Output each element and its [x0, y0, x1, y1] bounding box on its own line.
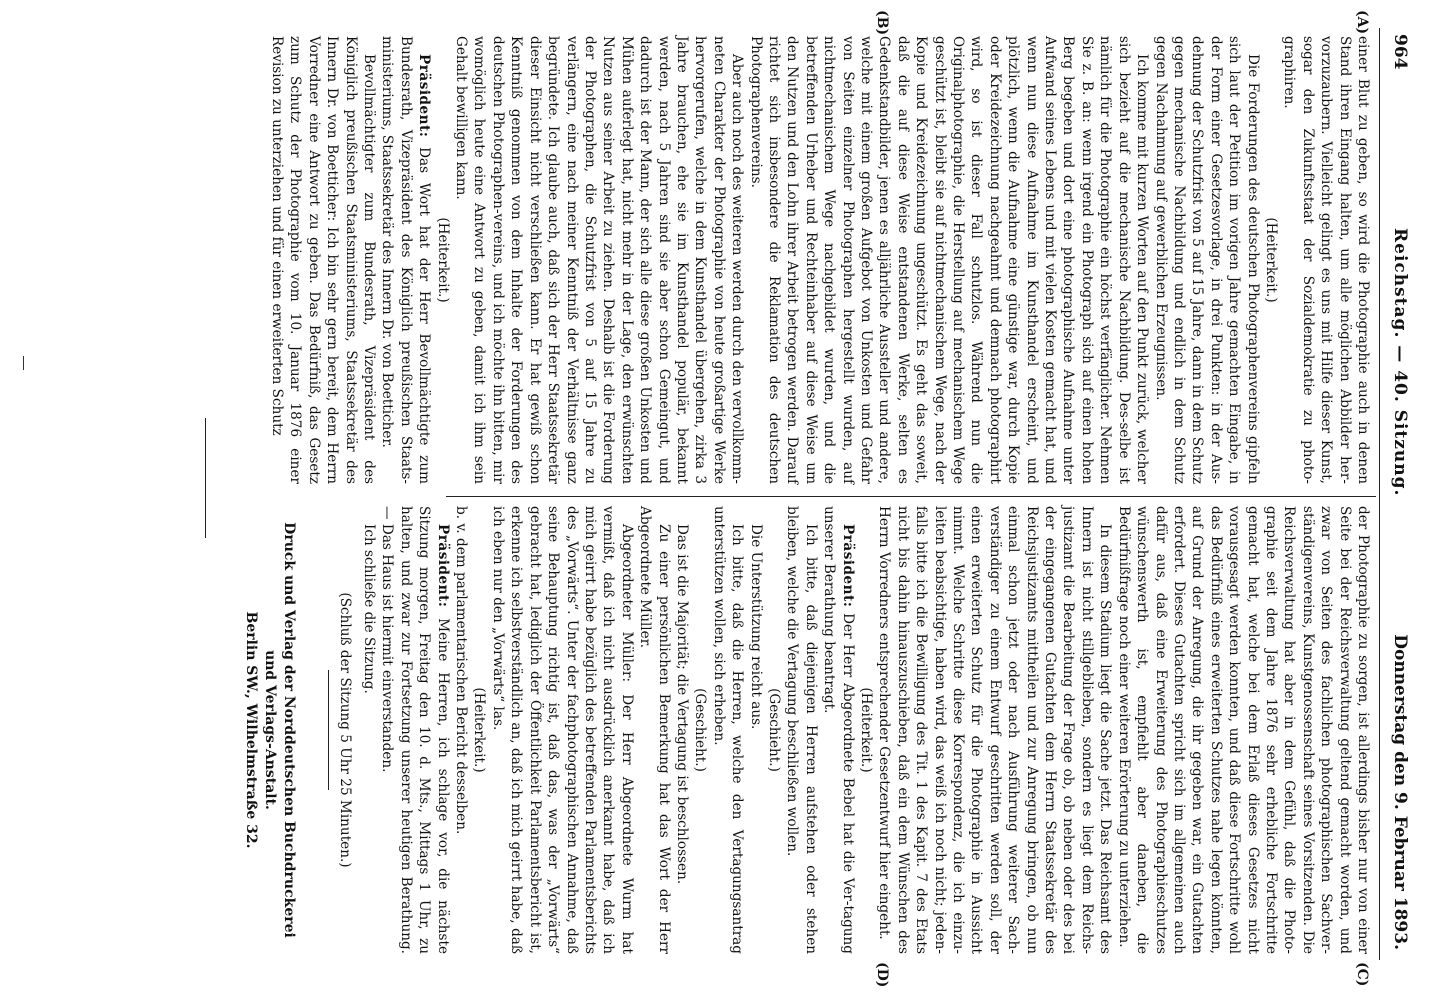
scan-tick: [23, 356, 24, 370]
speech-text: Meine Herren, ich schlage vor, die nächste Sitzung morgen, Freitag den 10. d. Mts., Mittags 1 Uhr, zu halten, und zwar zur Fortsetzung unserer heutigen Berathung. — Das Haus ist hiermit einverstanden.: [379, 506, 451, 954]
right-column: [241, 506, 1372, 954]
paragraph: Die Forderungen des deutschen Photographenvereins gipfeln sich laut der Petition im vorigen Jahre gemachten Eingabe, in der Form einer Gesetzesvorlage, in drei Punkten: in der Aus-dehnung der Schutzfrist von 5 auf 15 Jahre, dann in dem Schutz gegen mechanische Nachbildung und endlich in dem Schutz gegen Nachahmung auf gewerblichen Erzeugnissen.: [1152, 36, 1261, 484]
header-rule: [1379, 28, 1380, 960]
margin-mark-a: (A): [1354, 10, 1370, 35]
paragraph: Ich bitte, daß die Herren, welche den Vertagungsantrag unterstützen wollen, sich erheben.: [710, 506, 746, 954]
paragraph: Aber auch noch des weiteren werden durch den vervollkomm-neten Charakter der Photographie von heute großartige Werke hervorgerufen, welche in dem Kunsthandel übergehen, zirka 3 Jahre brauchen, ehe sie im Kunsthandel populär, bekannt werden, nach 5 Jahren sind sie aber schon Gemeingut, und dadurch ist der Mann, der sich alle diese großen Unkosten und Mühen auferlegt hat, nicht mehr in der Lage, den erwünschten Nutzen aus seiner Arbeit zu ziehen. Deshalb ist die Forderung der Photographen, die Schutzfrist von 5 auf 15 Jahre zu verlängern, eine nach meiner Kenntniß der Verhältnisse ganz begründete. Ich glaube auch, daß sich der Herr Staatssekretär dieser Einsicht nicht verschließen kann. Er hat gewiß schon Kenntniß genommen von dem Inhalte der Forderungen des deutschen Photographen-vereins, und ich möchte ihn bitten, mir womöglich heute eine Antwort zu geben, damit ich ihm sein Gehalt bewilligen kann.: [453, 36, 746, 484]
speech-paragraph: [378, 506, 452, 954]
paragraph: Abgeordneter Müller: Der Herr Abgeordnete Wurm hat vermißt, daß ich nicht ausdrücklich anerkannt habe, daß ich mich geirrt habe bezüglich des betreffenden Parlamentsberichts des „Vorwärts“. Unter der fachphotographischen Annahme, daß seine Behauptung richtig ist, daß das, was der „Vorwärts“ gebracht hat, lediglich der Öffentlichkeit Parlamentsbericht ist, erkenne ich selbstverständlich an, daß ich mich geirrt habe, daß ich eben nur den „Vorwärts“ las.: [489, 506, 635, 954]
paragraph: b. v. dem parlamentarischen Bericht desselben.: [453, 506, 470, 835]
paragraph: In diesem Stadium liegt die Sache jetzt. Das Reichsamt des Innern ist nicht stillgeblieben, sondern es liegt dem Reichs-justizamt die Bearbeitung der Frage ob, ob neben oder des bei der eingegangenen Gutachten dem Herrn Staatssekretär des Reichsjustizamts mittheilen und zur Anregung bringen, ob nun einmal schon jetzt oder nach Ausführung weiterer Sach-verständiger zu einem Entwurf geschritten werden soll, der einen erweiterten Schutz für die Photographie in Aussicht nimmt. Welche Schritte diese Korrespondenz, die ich einzu-leiten beabsichtige, haben wird, das weiß ich noch nicht; jeden-falls bitte ich die Bewilligung des Tit. 1 des Kapit. 7 des Etats nicht bis dahin hinauszuschieben, daß ein dem Wünschen des Herrn Vorredners entsprechender Gesetzentwurf hier eingeht.: [876, 506, 1114, 954]
paragraph: Ich schließe die Sitzung.: [361, 524, 378, 694]
speaker-label: Präsident:: [434, 524, 451, 608]
margin-mark-d: (D): [874, 962, 890, 988]
left-column: [268, 36, 1372, 484]
closing-rule: [328, 670, 329, 790]
paragraph: Das ist die Majorität; die Vertagung ist beschlossen.: [673, 524, 690, 885]
speech-text: Das Wort hat der Herr Bevollmächtigte zum Bundesrath, Vizepräsident des Königlich preußischen Staats-ministeriums, Staatssekretär des Innern Dr. von Boetticher.: [379, 36, 433, 484]
page-end-rule: [205, 418, 206, 538]
paragraph: Zu einer persönlichen Bemerkung hat das Wort der Herr Abgeordnete Müller.: [637, 506, 672, 954]
page-number: 964: [1390, 34, 1410, 70]
session-title: Reichstag. — 40. Sitzung.: [1390, 228, 1410, 497]
speaker-label: Präsident:: [416, 54, 433, 138]
paragraph: Die Unterstützung reicht aus.: [747, 524, 764, 730]
speaker-label: Präsident:: [839, 524, 856, 608]
reaction: (Heiterkeit.): [858, 687, 875, 773]
speech-paragraph: [820, 506, 857, 954]
speech-text: Der Herr Abgeordnete Bebel hat die Ver-tagung unserer Berathung beantragt.: [821, 506, 856, 955]
running-header: [1382, 28, 1410, 960]
margin-mark-b: (B): [874, 10, 890, 36]
paragraph: Ich bitte, daß diejenigen Herren aufstehen oder stehen bleiben, welche die Vertagung beschließen wollen.: [784, 506, 819, 954]
reaction: (Heiterkeit.): [471, 687, 488, 773]
paragraph: Bevollmächtigter zum Bundesrath, Vizepräsident des Königlich preußischen Staatsministeriums, Staatssekretär des Innern Dr. von Boetticher: Ich bin sehr gern bereit, dem Herrn Vorredner eine Antwort zu geben. Das Bedürfniß, das Gesetz zum Schutz der Photographie vom 10. Januar 1876 einer Revision zu unterziehen und für einen erweiterten Schutz: [269, 36, 378, 484]
reaction: (Geschieht.): [766, 688, 782, 772]
reaction: (Geschieht.): [692, 688, 709, 772]
margin-mark-c: (C): [1354, 962, 1370, 987]
printer-line: Druck und Verlag der Norddeutschen Buchdruckerei und Verlags-Anstalt.: [262, 522, 298, 938]
session-date: Donnerstag den 9. Februar 1893.: [1390, 634, 1410, 950]
reaction: (Heiterkeit.): [1262, 217, 1279, 303]
reaction: (Heiterkeit.): [434, 217, 451, 303]
speech-paragraph: [378, 36, 433, 484]
session-close: (Schluß der Sitzung 5 Uhr 25 Minuten.): [336, 592, 353, 868]
column-divider: [446, 496, 1376, 497]
printer-line: Berlin SW., Wilhelmstraße 32.: [243, 611, 260, 849]
paragraph: einer Blut zu geben, so wird die Photographie auch in denen Stand ihren Eingang halten, um alle möglichen Abbilder her-vorzuzaubern. Vielleicht gelingt es uns mit Hilfe dieser Kunst, sogar den Zukunftsstaat der Sozialdemokratie zu photo-graphiren.: [1281, 36, 1371, 484]
printer-imprint: [241, 506, 298, 954]
paragraph: Ich komme mit kurzen Worten auf den Punkt zurück, welcher sich bezieht auf die mechanische Nachbildung. Des-selbe ist nämlich für die Photographie ein höchst verfänglicher. Nehmen Sie z. B. an: wenn irgend ein Photograph sich auf einen hohen Berg begeben und dort eine photographische Aufnahme unter Aufwand seines Lebens und mit vielen Kosten gemacht hat, und wenn nun diese Aufnahme im Kunsthandel erscheint, und plötzlich, wenn die Aufnahme eine günstige war, durch Kopie oder Kreidezeichnung nachgeahmt und demnach photographirt wird, so ist dieser Fall schutzlos. Während nun die Originalphotographie, die Herstellung auf mechanischem Wege geschützt ist, bleibt sie auf nichtmechanischem Wege, nach der Kopie und Kreidezeichnung ungeschützt. Es geht das soweit, daß die auf diese Weise entstandenen Werke, selten es Gedenkstandbilder, jenen es alljährliche Aussteller und andere, welche mit einem großen Aufgebot von Unkosten und Gefahr von Seiten einzelner Photographen hergestellt wurden, auf nichtmechanischem Wege nachgebildet wurden, und die betreffenden Urheber und Rechteinhaber auf diese Weise um den Nutzen und den Lohn ihrer Arbeit betrogen werden. Darauf richtet sich insbesondere die Reklamation des deutschen Photographenvereins.: [747, 36, 1151, 484]
paragraph: der Photographie zu sorgen, ist allerdings bisher nur von einer Seite bei der Reichsverwaltung geltend gemacht worden, und zwar von Seiten des fachlichen photographischen Sachver-ständigenvereins, Kunstgenossenschaft seines Vorsitzenden. Die Reichsverwaltung hat aber in dem Gefühl, daß die Photo-graphie seit dem Jahre 1876 sehr erhebliche Fortschritte gemacht hat, welche bei dem Erlaß dieses Gesetzes nicht vorausgesagt werden konnten, und daß diese Fortschritte wohl das Bedürfniß eines erweiterten Schutzes nahe legen könnten, auf Grund der Anregung, die ihr gegeben war, ein Gutachten erfordert. Dieses Gutachten spricht sich im allgemeinen auch dafür aus, daß eine Erweiterung des Photographieschutzes wünschenswerth ist, empfiehlt aber daneben, die Bedürfnißfrage noch einer weiteren Erörterung zu unterziehen.: [1115, 506, 1371, 954]
